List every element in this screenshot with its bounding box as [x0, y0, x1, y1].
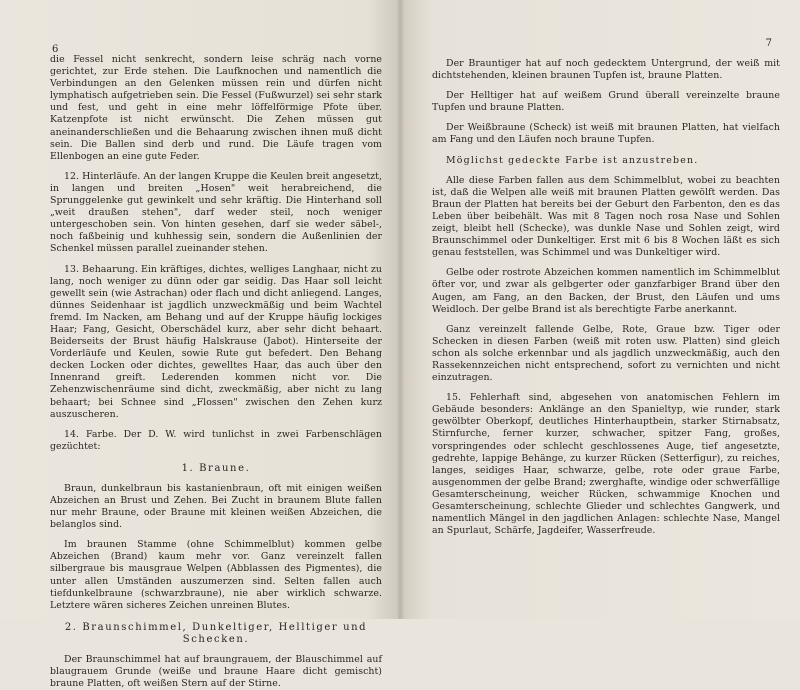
paragraph: 14. Farbe. Der D. W. wird tunlichst in zwei Farbenschlägen gezüchtet: — [50, 428, 382, 452]
paragraph: Gelbe oder rostrote Abzeichen kommen namentlich im Schimmelblut öfter vor, und zwar als gelbgerter oder ganzfarbiger Brand über den Augen, am Fang, an den Backen, der Brust, den Läufen und ums Weidloch. Der gelbe Brand ist als berechtigte Farbe anerkannt. — [432, 267, 780, 315]
paragraph: Braun, dunkelbraun bis kastanienbraun, oft mit einigen weißen Abzeichen an Brust und Zehen. Bei Zucht in braunem Blute fallen nur mehr Braune, oder Braune mit kleinen weißen Abzeichen, die belanglos sind. — [50, 482, 382, 531]
section-heading-schimmel: 2. Braunschimmel, Dunkeltiger, Helltiger und Schecken. — [64, 621, 368, 645]
right-page — [400, 0, 800, 619]
paragraph: Alle diese Farben fallen aus dem Schimmelblut, wobei zu beachten ist, daß die Welpen alle weiß mit braunen Platten gewölft werden. Das Braun der Platten hat bereits bei der Geburt den Farbenton, den es das Leben über beibehält. Was mit 8 Tagen noch rosa Nase und Sohlen zeigt, bleibt hell (Schecke), was dunkle Nase und Sohlen zeigt, wird Braunschimmel oder Dunkeltiger. Erst mit 6 bis 8 Wochen läßt es sich genau feststellen, was Schimmel und was Dunkeltiger wird. — [432, 174, 780, 259]
page-number-right: 7 — [765, 38, 772, 49]
spaced-note: Möglichst gedeckte Farbe ist anzustreben. — [446, 154, 699, 166]
paragraph: Ganz vereinzelt fallende Gelbe, Rote, Graue bzw. Tiger oder Schecken in diesen Farben (weiß mit roten usw. Platten) sind gleich schon als solche erkennbar und als jagdlich unzweckmäßig, auch den Rassekennzeichen nicht entsprechend, sofort zu vernichten und nicht einzutragen. — [432, 323, 780, 384]
right-page-content — [432, 58, 780, 537]
paragraph: 13. Behaarung. Ein kräftiges, dichtes, welliges Langhaar, nicht zu lang, noch weniger zu dünn oder gar seidig. Das Haar soll leicht gewellt sein (wie Astrachan) oder flach und dicht anliegend. Langes, dünnes Seidenhaar ist jagdlich unzweckmäßig und beim Wachtel fremd. Im Nacken, am Behang und auf der Kruppe häufig lockiges Haar; Fang, Gesicht, Oberschädel kurz, aber sehr dicht behaart. Beiderseits der Brust häufig Halskrause (Jabot). Hinterseite der Vorderläufe und Keulen, sowie Rute gut befedert. Den Behang decken Locken oder dichtes, gewelltes Haar, das auch über den Innenrand greift. Lederenden kommen nicht vor. Die Zehenzwischenräume sind dicht, zweckmäßig, aber nicht zu lang behaart; bei Schnee sind „Flossen" zwischen den Zehen kurz auszuscheren. — [50, 263, 382, 420]
paragraph: Der Weißbraune (Scheck) ist weiß mit braunen Platten, hat vielfach am Fang und den Läufen noch braune Tupfen. — [432, 122, 780, 146]
section-heading-braune: 1. Braune. — [181, 462, 251, 474]
page-number-left: 6 — [52, 44, 59, 55]
paragraph: Im braunen Stamme (ohne Schimmelblut) kommen gelbe Abzeichen (Brand) kaum mehr vor. Ganz vereinzelt fallen silbergraue bis mausgraue Welpen (Abblassen des Pigmentes), die unter allen Umständen auszumerzen sind. Selten fallen auch tiefdunkelbraune (schwarzbraune), nie aber wirklich schwarze. Letztere wären sicheres Zeichen unreinen Blutes. — [50, 539, 382, 611]
paragraph: Der Braunschimmel hat auf braungrauem, der Blauschimmel auf blaugrauem Grunde (weiße und braune Haare dicht gemischt) braune Platten, oft weißen Stern auf der Stirne. — [50, 653, 382, 690]
paragraph: die Fessel nicht senkrecht, sondern leise schräg nach vorne gerichtet, zur Erde stehen. Die Laufknochen und namentlich die Verbindungen an den Gelenken müssen rein und dürfen nicht lymphatisch aufgetrieben sein. Die Fessel (Fußwurzel) sei sehr stark und fest, und geht in eine mehr löffelförmige Pfote über. Katzenpfote ist nicht erwünscht. Die Zehen müssen gut aneinanderschließen und die Behaarung zwischen ihnen muß dicht sein. Die Ballen sind derb und rund. Die Läufe tragen vom Ellenbogen an eine gute Feder. — [50, 54, 382, 162]
paragraph: Der Helltiger hat auf weißem Grund überall vereinzelte braune Tupfen und braune Platten. — [432, 90, 780, 114]
left-page-content — [50, 54, 382, 690]
paragraph: Der Brauntiger hat auf noch gedecktem Untergrund, der weiß mit dichtstehenden, kleinen braunen Tupfen ist, braune Platten. — [432, 58, 780, 82]
paragraph: 15. Fehlerhaft sind, abgesehen von anatomischen Fehlern im Gebäude besonders: Anklänge an den Spanieltyp, wie runder, stark gewölbter Oberkopf, deutliches Hinterhauptbein, starker Stirnabsatz, Stirnfurche, ferner kurzer, schwacher, spitzer Fang, großes, vorspringendes oder schlecht geschlossenes Auge, tief angesetzte, gedrehte, lappige Behänge, zu kurzer Rücken (Setterfigur), zu reiches, langes, seidiges Haar, schwarze, gelbe, rote oder graue Farbe, ausgenommen der gelbe Brand; zwerghafte, windige oder schwerfällige Gesamterscheinung, weicher Rücken, schwammige Knochen und Gesamterscheinung, schlechte Glieder und schlechtes Gangwerk, und namentlich Mängel in den jagdlichen Anlagen: schlechte Nase, Mangel an Spurlaut, Schärfe, Jagdeifer, Wasserfreude. — [432, 392, 780, 537]
paragraph: 12. Hinterläufe. An der langen Kruppe die Keulen breit angesetzt, in langen und breiten „Hosen" weit herabreichend, die Sprunggelenke gut gewinkelt und sehr kräftig. Die Hinterhand soll „weit draußen stehen", darf weder steil, noch weniger untergeschoben sein. Von hinten gesehen, darf sie weder säbel-, noch faßbeinig und kuhhessig sein, sondern die Außenlinien der Schenkel müssen parallel zueinander stehen. — [50, 170, 382, 255]
